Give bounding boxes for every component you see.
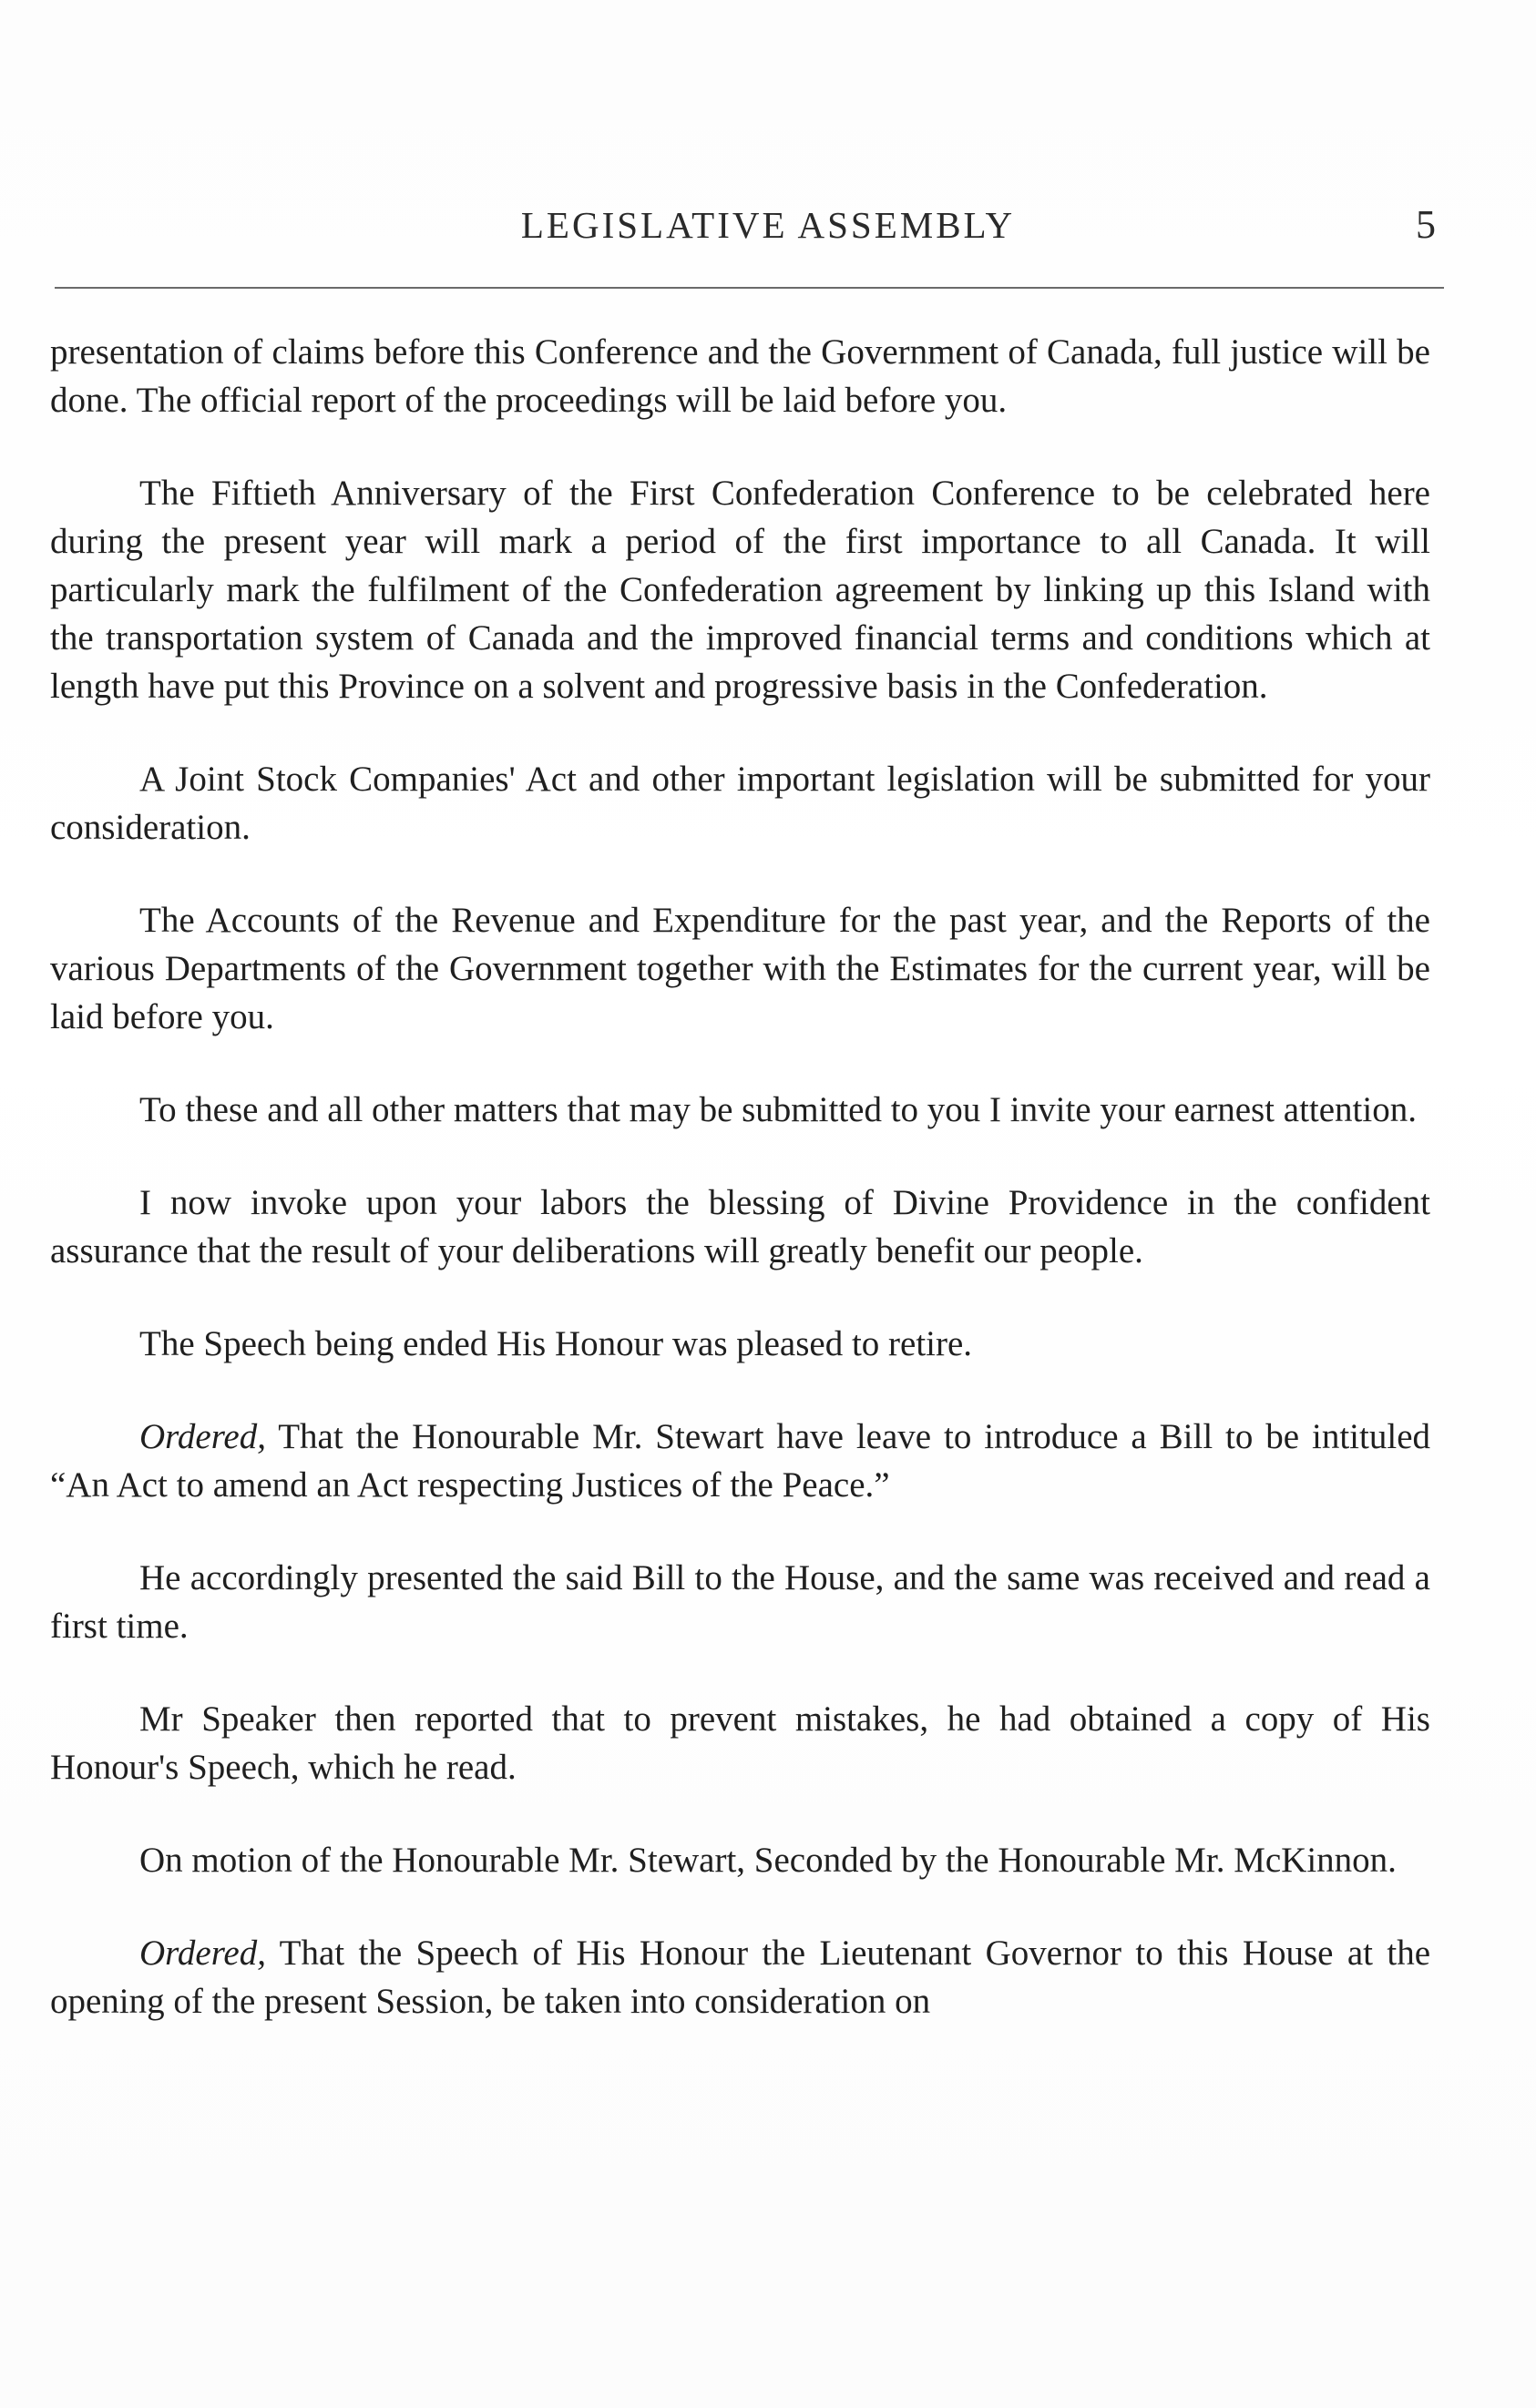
paragraph-joint-stock-act — [50, 755, 1430, 852]
ordered-lead: Ordered, — [139, 1934, 266, 1973]
paragraph-ordered-speech — [50, 1929, 1430, 2025]
paragraph-text: Mr Speaker then reported that to prevent mistakes, he had obtained a copy of His Honour's Speech, which he read. — [50, 1699, 1430, 1787]
running-title: LEGISLATIVE ASSEMBLY — [520, 204, 1016, 246]
paragraph-text: A Joint Stock Companies' Act and other important legislation will be submitted for your consideration. — [50, 760, 1430, 847]
paragraph-text: The Accounts of the Revenue and Expenditure for the past year, and the Reports of the various Departments of the Government together with the Estimates for the current year, will be laid before you. — [50, 901, 1430, 1036]
body-text — [50, 328, 1430, 2070]
paragraph-text: To these and all other matters that may be submitted to you I invite your earnest attention. — [139, 1090, 1417, 1129]
paragraph-bill-presented — [50, 1554, 1430, 1650]
page-number: 5 — [1416, 202, 1436, 247]
paragraph-text: I now invoke upon your labors the blessing of Divine Providence in the confident assurance that the result of your deliberations will greatly benefit our people. — [50, 1183, 1430, 1270]
paragraph-text: That the Honourable Mr. Stewart have leave to introduce a Bill to be intituled “An Act to amend an Act respecting Justices of the Peace.” — [50, 1417, 1430, 1505]
paragraph-text: The Fiftieth Anniversary of the First Confederation Conference to be celebrated here during the present year will mark a period of the first importance to all Canada. It will particularly mark the fulfilment of the Confederation agreement by linking up this Island with the transportation system of Canada and the improved financial terms and conditions which at length have put this Province on a solvent and progressive basis in the Confederation. — [50, 474, 1430, 706]
paragraph-text: He accordingly presented the said Bill to the House, and the same was received and read a first time. — [50, 1558, 1430, 1646]
paragraph-motion — [50, 1836, 1430, 1884]
paragraph-divine-providence — [50, 1178, 1430, 1275]
paragraph-fiftieth-anniversary — [50, 469, 1430, 710]
ordered-lead: Ordered, — [139, 1417, 266, 1456]
paragraph-accounts — [50, 896, 1430, 1041]
paragraph-text: The Speech being ended His Honour was pleased to retire. — [139, 1324, 973, 1363]
paragraph-text: presentation of claims before this Conference and the Government of Canada, full justice will be done. The official report of the proceedings will be laid before you. — [50, 332, 1430, 420]
header-rule — [55, 287, 1444, 289]
paragraph-claims-continued — [50, 328, 1430, 424]
paragraph-speaker-reported — [50, 1695, 1430, 1791]
paragraph-speech-ended — [50, 1320, 1430, 1368]
paragraph-text: On motion of the Honourable Mr. Stewart, Seconded by the Honourable Mr. McKinnon. — [139, 1841, 1397, 1880]
paragraph-earnest-attention — [50, 1086, 1430, 1134]
paragraph-text: That the Speech of His Honour the Lieutenant Governor to this House at the opening of the present Session, be taken into consideration on — [50, 1934, 1430, 2021]
paragraph-ordered-bill — [50, 1413, 1430, 1509]
running-header — [0, 202, 1536, 248]
